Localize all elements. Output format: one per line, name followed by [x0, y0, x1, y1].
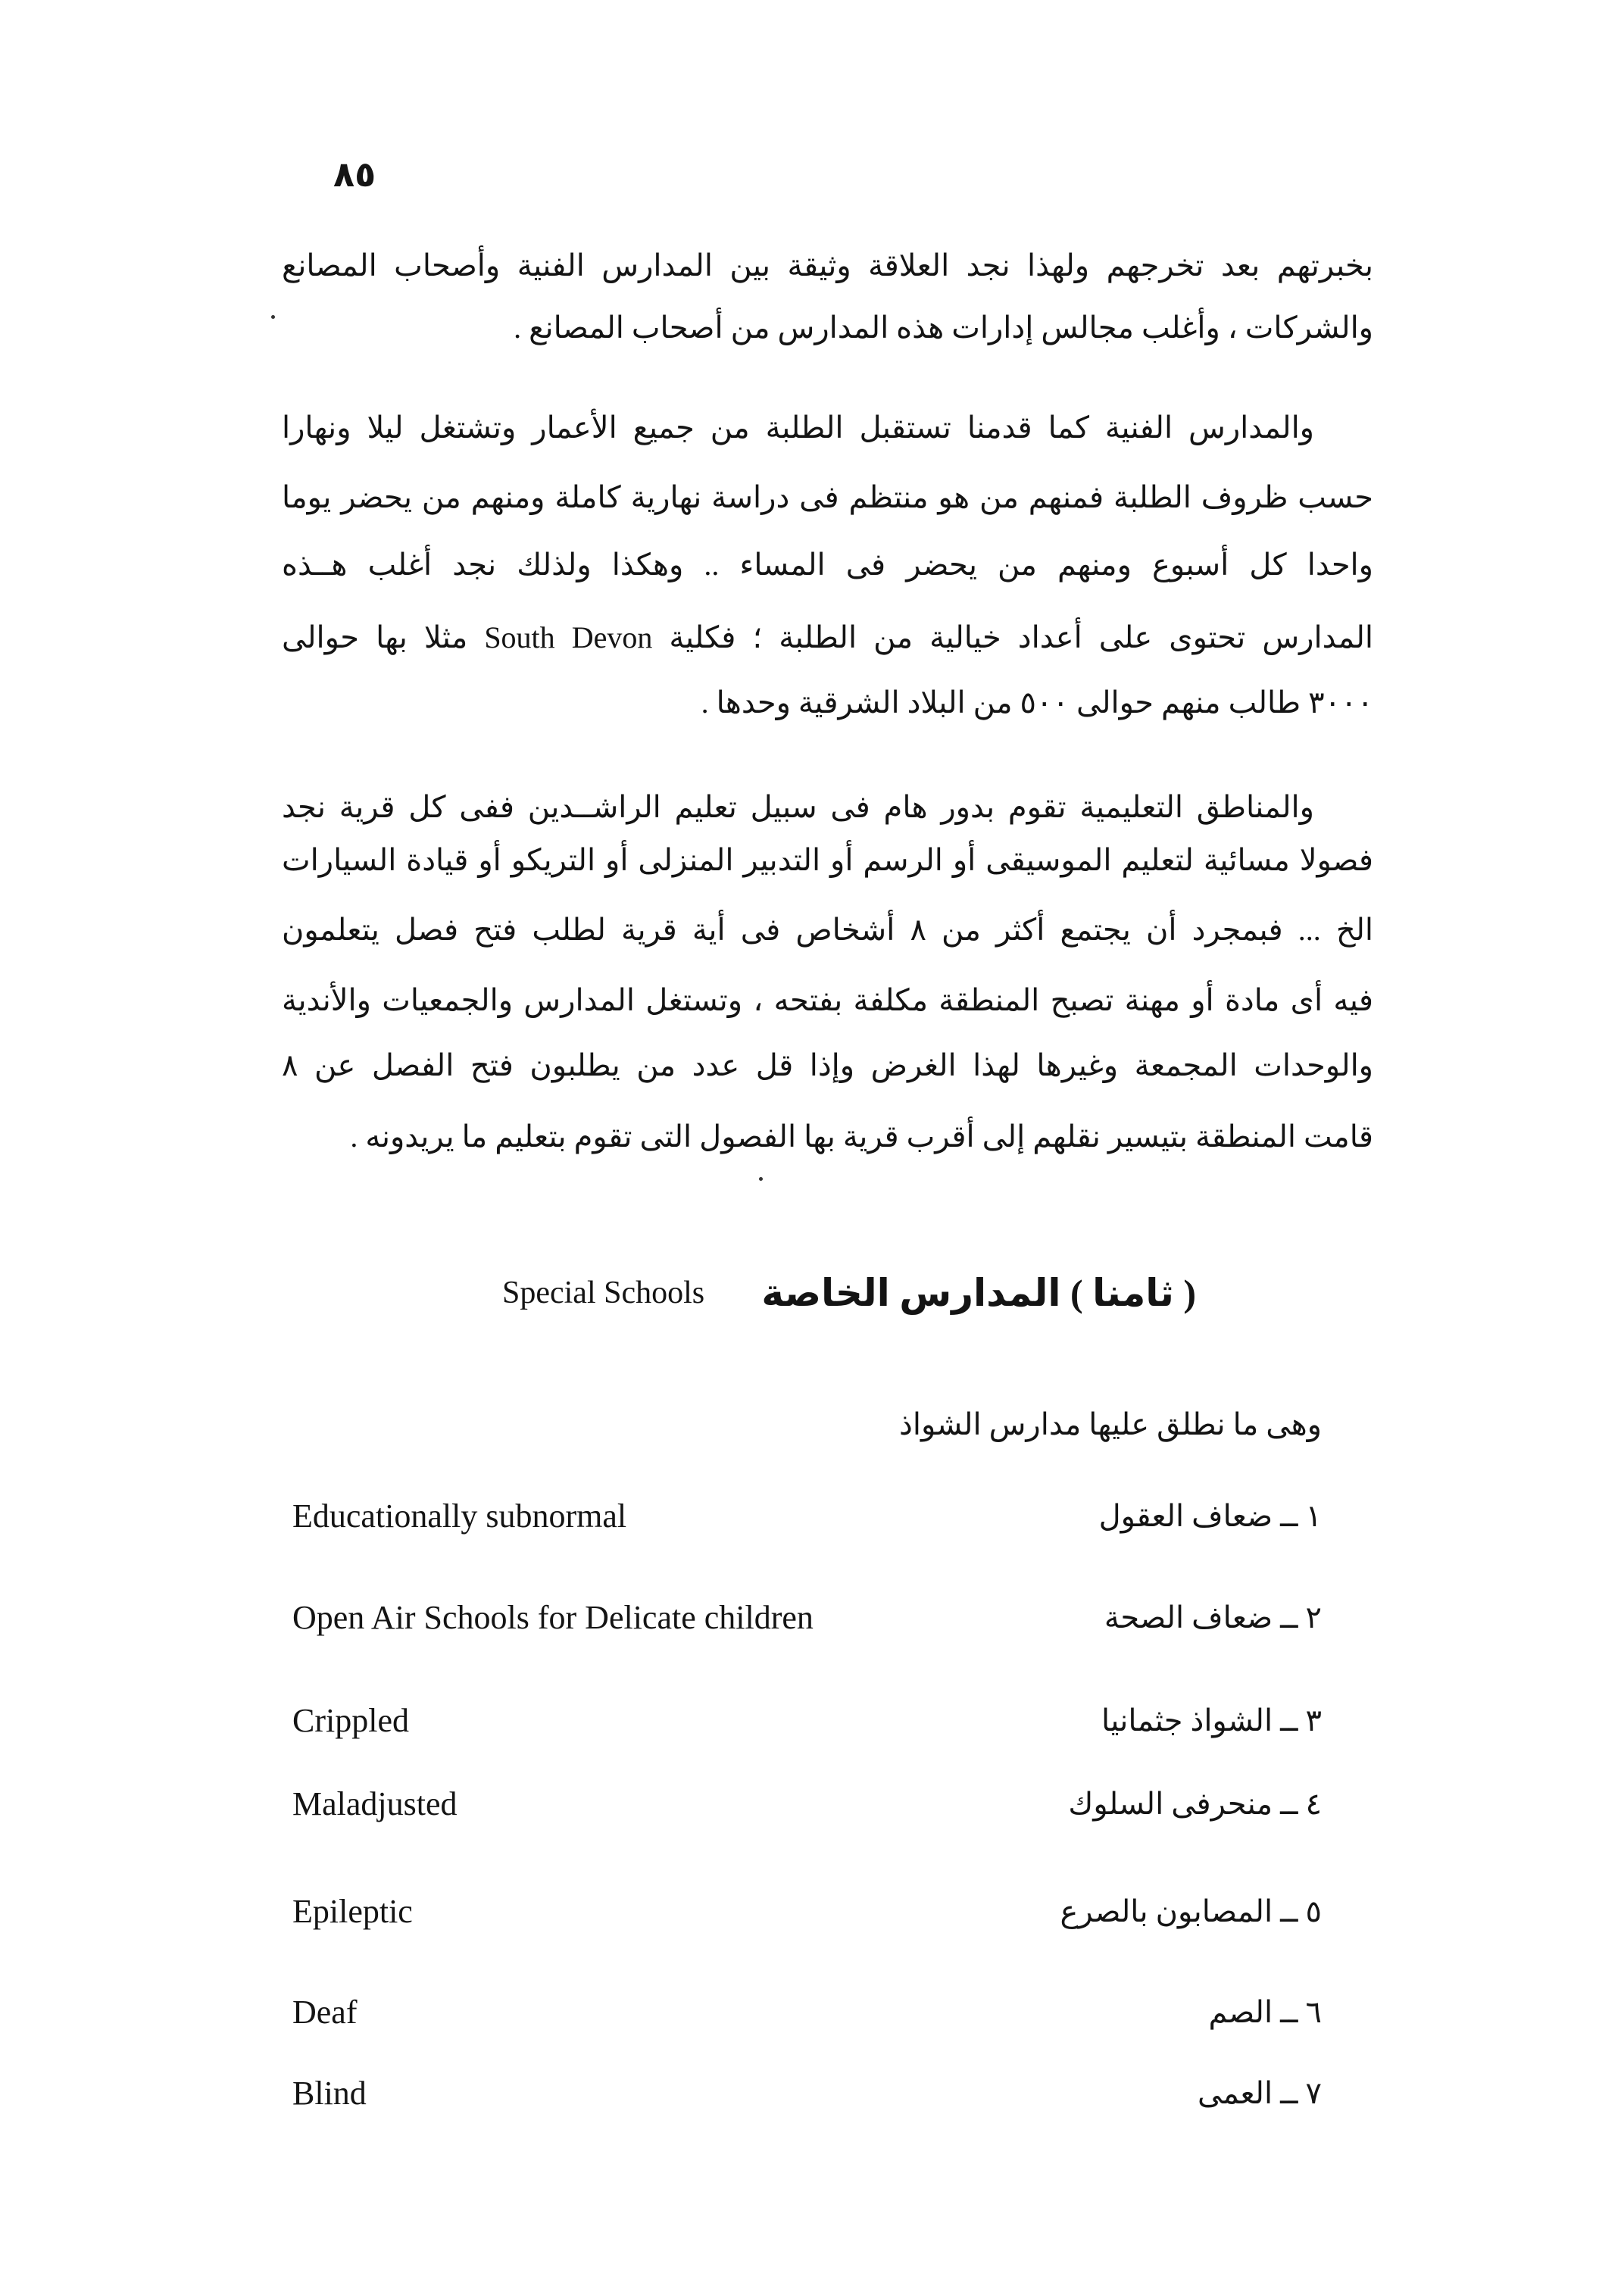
paragraph-line: والمدارس الفنية كما قدمنا تستقبل الطلبة من جميع الأعمار وتشتغل ليلا ونهارا [282, 411, 1314, 445]
section-heading-english: Special Schools [502, 1276, 705, 1310]
paragraph-line: والوحدات المجمعة وغيرها لهذا الغرض وإذا قل عدد من يطلبون فتح الفصل عن ٨ [282, 1048, 1373, 1082]
section-heading: ( ثامنا ) المدارس الخاصة [761, 1272, 1196, 1314]
list-item [292, 1990, 1322, 2035]
paragraph-line: فصولا مسائية لتعليم الموسيقى أو الرسم أو التدبير المنزلى أو التريكو أو قيادة السيارات [282, 843, 1373, 877]
paragraph-line: حسب ظروف الطلبة فمنهم من هو منتظم فى دراسة نهارية كاملة ومنهم من يحضر يوما [282, 480, 1373, 514]
scan-speck [759, 1177, 763, 1181]
paragraph-line: قامت المنطقة بتيسير نقلهم إلى أقرب قرية بها الفصول التى تقوم بتعليم ما يريدونه . [350, 1119, 1373, 1154]
list-item-english: Open Air Schools for Delicate children [292, 1599, 814, 1636]
list-item [292, 1595, 1322, 1641]
list-item-english: Maladjusted [292, 1785, 458, 1822]
list-item-arabic: ٥ ــ المصابون بالصرع [1060, 1894, 1322, 1928]
paragraph-line: المدارس تحتوى على أعداد خيالية من الطلبة ؛ فكلية South Devon مثلا بها حوالى [282, 620, 1373, 654]
paragraph-line: ٣٠٠٠ طالب منهم حوالى ٥٠٠ من البلاد الشرقية وحدها . [701, 685, 1373, 720]
paragraph-line: والشركات ، وأغلب مجالس إدارات هذه المدارس من أصحاب المصانع . [514, 311, 1373, 345]
section-intro: وهى ما نطلق عليها مدارس الشواذ [899, 1407, 1322, 1441]
list-item-arabic: ٣ ــ الشواذ جثمانيا [1101, 1703, 1322, 1738]
list-item-arabic: ٦ ــ الصم [1208, 1995, 1322, 2029]
list-item [292, 2071, 1322, 2116]
list-item-english: Crippled [292, 1702, 409, 1739]
paragraph-line: واحدا كل أسبوع ومنهم من يحضر فى المساء .. وهكذا ولذلك نجد أغلب هــذه [282, 548, 1373, 582]
paragraph-line: فيه أى مادة أو مهنة تصبح المنطقة مكلفة بفتحه ، وتستغل المدارس والجمعيات والأندية [282, 983, 1373, 1017]
paragraph-line: بخبرتهم بعد تخرجهم ولهذا نجد العلاقة وثيقة بين المدارس الفنية وأصحاب المصانع [282, 248, 1373, 283]
list-item-arabic: ٢ ــ ضعاف الصحة [1104, 1600, 1322, 1635]
list-item-arabic: ٧ ــ العمى [1198, 2076, 1322, 2110]
list-item-arabic: ١ ــ ضعاف العقول [1098, 1499, 1322, 1533]
paragraph-line: والمناطق التعليمية تقوم بدور هام فى سبيل تعليم الراشــدين ففى كل قرية نجد [282, 790, 1314, 824]
list-item [292, 1889, 1322, 1934]
list-item [292, 1698, 1322, 1744]
list-item-arabic: ٤ ــ منحرفى السلوك [1068, 1787, 1322, 1821]
list-item [292, 1494, 1322, 1539]
scan-speck [271, 315, 275, 319]
list-item-english: Deaf [292, 1994, 358, 2031]
paragraph-line: الخ ... فبمجرد أن يجتمع أكثر من ٨ أشخاص فى أية قرية لطلب فتح فصل يتعلمون [282, 913, 1373, 947]
list-item-english: Epileptic [292, 1893, 413, 1930]
list-item-english: Educationally subnormal [292, 1497, 627, 1535]
list-item-english: Blind [292, 2075, 367, 2112]
list-item [292, 1781, 1322, 1827]
page-number: ٨٥ [333, 154, 376, 195]
